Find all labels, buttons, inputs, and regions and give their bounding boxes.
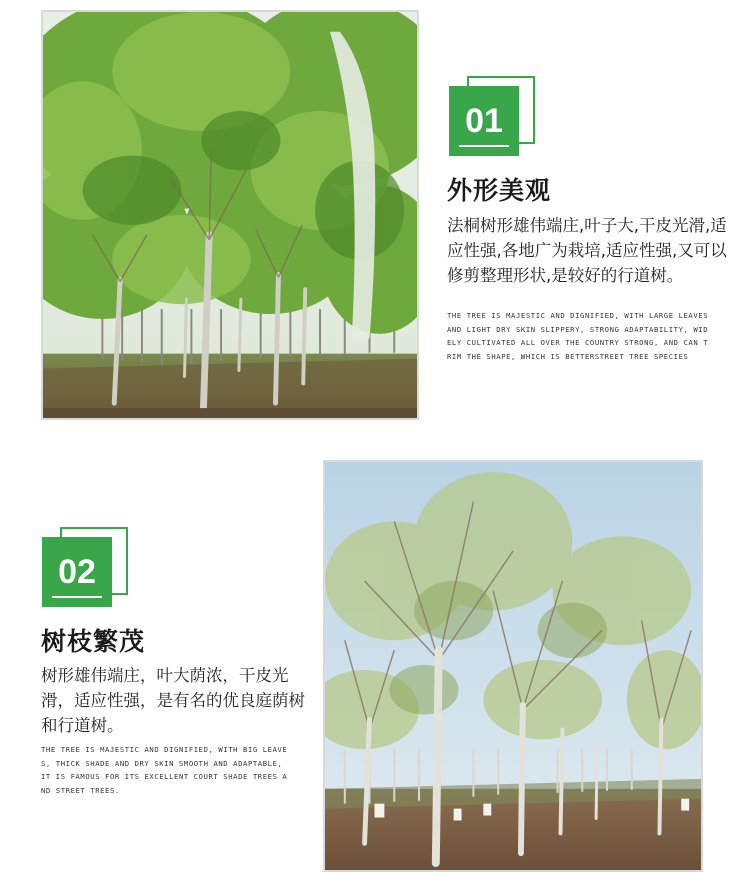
badge-fill bbox=[449, 86, 519, 156]
section-description-en: THE TREE IS MAJESTIC AND DIGNIFIED, WITH BIG LEAVES, THICK SHADE AND DRY SKIN SMOOTH AND ADAPTABLE, IT IS FAMOUS FOR ITS EXCELLENT COURT SHADE TREES AND STREET TREES. bbox=[41, 745, 288, 795]
section-number-badge-02 bbox=[42, 527, 128, 607]
badge-number: 01 bbox=[465, 101, 503, 140]
section-description-cn: 法桐树形雄伟端庄,叶子大,干皮光滑,适应性强,各地广为栽培,适应性强,又可以修剪整理形状,是较好的行道树。 bbox=[447, 216, 727, 285]
badge-fill bbox=[42, 537, 112, 607]
section-description-cn: 树形雄伟端庄，叶大荫浓，干皮光滑，适应性强，是有名的优良庭荫树和行道树。 bbox=[41, 666, 305, 735]
tree-photo-summer bbox=[41, 10, 419, 420]
badge-underline bbox=[459, 145, 509, 147]
badge-underline bbox=[52, 596, 102, 598]
tree-photo-spring bbox=[323, 460, 703, 872]
badge-number: 02 bbox=[58, 552, 96, 591]
tree-photo-summer-image bbox=[43, 12, 417, 418]
section-title-appearance: 外形美观 bbox=[447, 176, 552, 205]
section-number-badge-01 bbox=[449, 76, 535, 156]
section-description-en: THE TREE IS MAJESTIC AND DIGNIFIED, WITH LARGE LEAVES AND LIGHT DRY SKIN SLIPPERY, STRONG ADAPTABILITY, WIDELY CULTIVATED ALL OVER THE COUNTRY STRONG, AND CAN TRIM THE SHAPE, WHICH IS BETTERSTREET TREE SPECIES bbox=[447, 311, 709, 361]
section-title-branches: 树枝繁茂 bbox=[41, 627, 146, 656]
tree-photo-spring-image bbox=[325, 462, 701, 870]
